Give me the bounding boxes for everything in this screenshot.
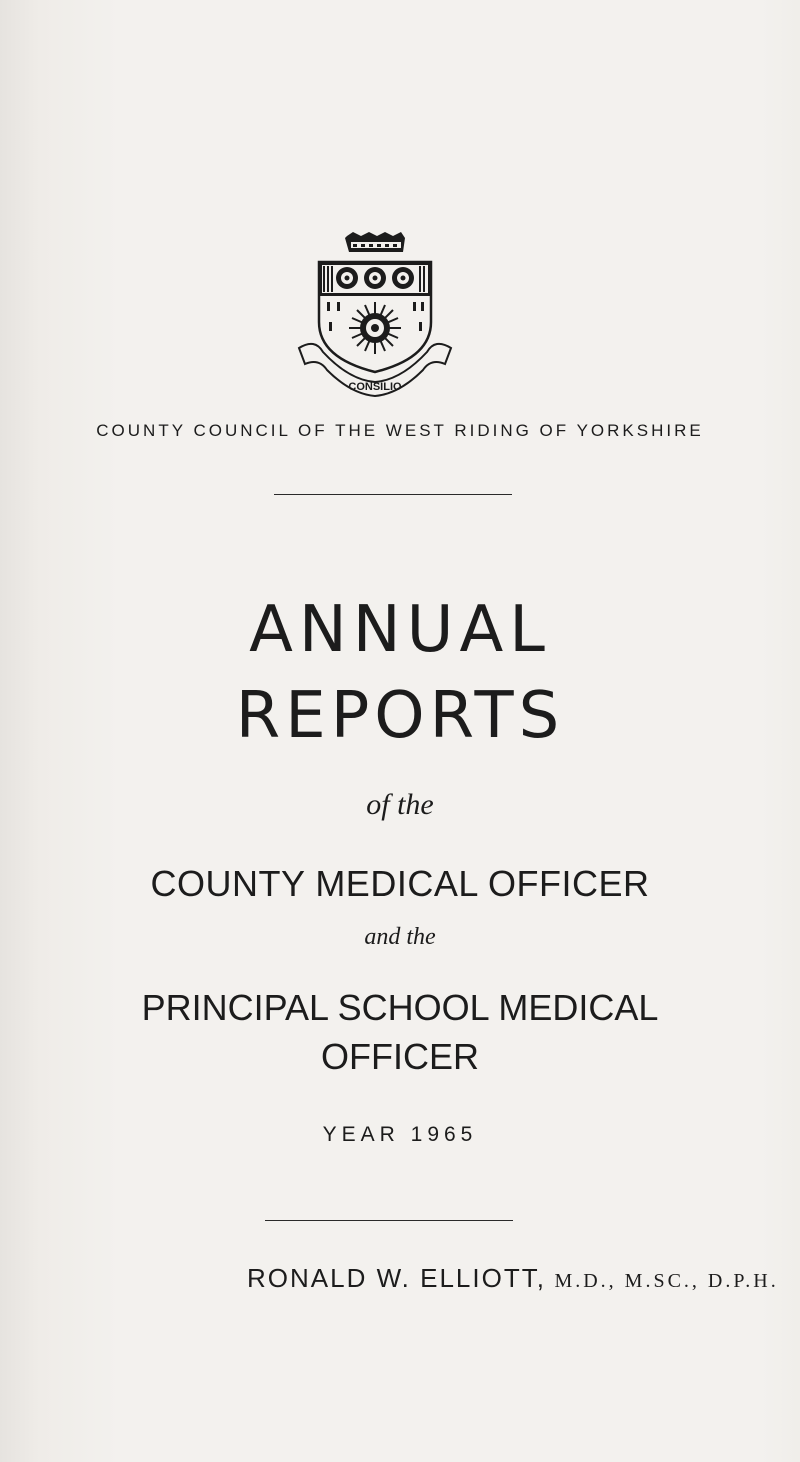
county-medical-officer-heading: COUNTY MEDICAL OFFICER bbox=[150, 863, 650, 904]
principal-school-medical-heading: PRINCIPAL SCHOOL MEDICAL bbox=[141, 987, 659, 1028]
author-line bbox=[247, 1263, 779, 1294]
officer-heading: OFFICER bbox=[321, 1036, 479, 1077]
author-name: RONALD W. ELLIOTT, bbox=[247, 1263, 546, 1293]
report-year: YEAR 1965 bbox=[322, 1123, 478, 1146]
council-name: COUNTY COUNCIL OF THE WEST RIDING OF YORKSHIRE bbox=[96, 421, 704, 440]
title-annual: ANNUAL bbox=[249, 593, 551, 667]
title-reports: REPORTS bbox=[235, 679, 565, 753]
county-council-crest-icon bbox=[295, 230, 455, 398]
and-the-text: and the bbox=[364, 924, 436, 950]
author-qualifications: M.D., M.SC., D.P.H. bbox=[554, 1270, 779, 1292]
bottom-divider bbox=[265, 1220, 513, 1221]
of-the-text: of the bbox=[366, 788, 434, 821]
crest-motto: CONSILIO bbox=[348, 381, 402, 393]
top-divider bbox=[274, 494, 512, 495]
